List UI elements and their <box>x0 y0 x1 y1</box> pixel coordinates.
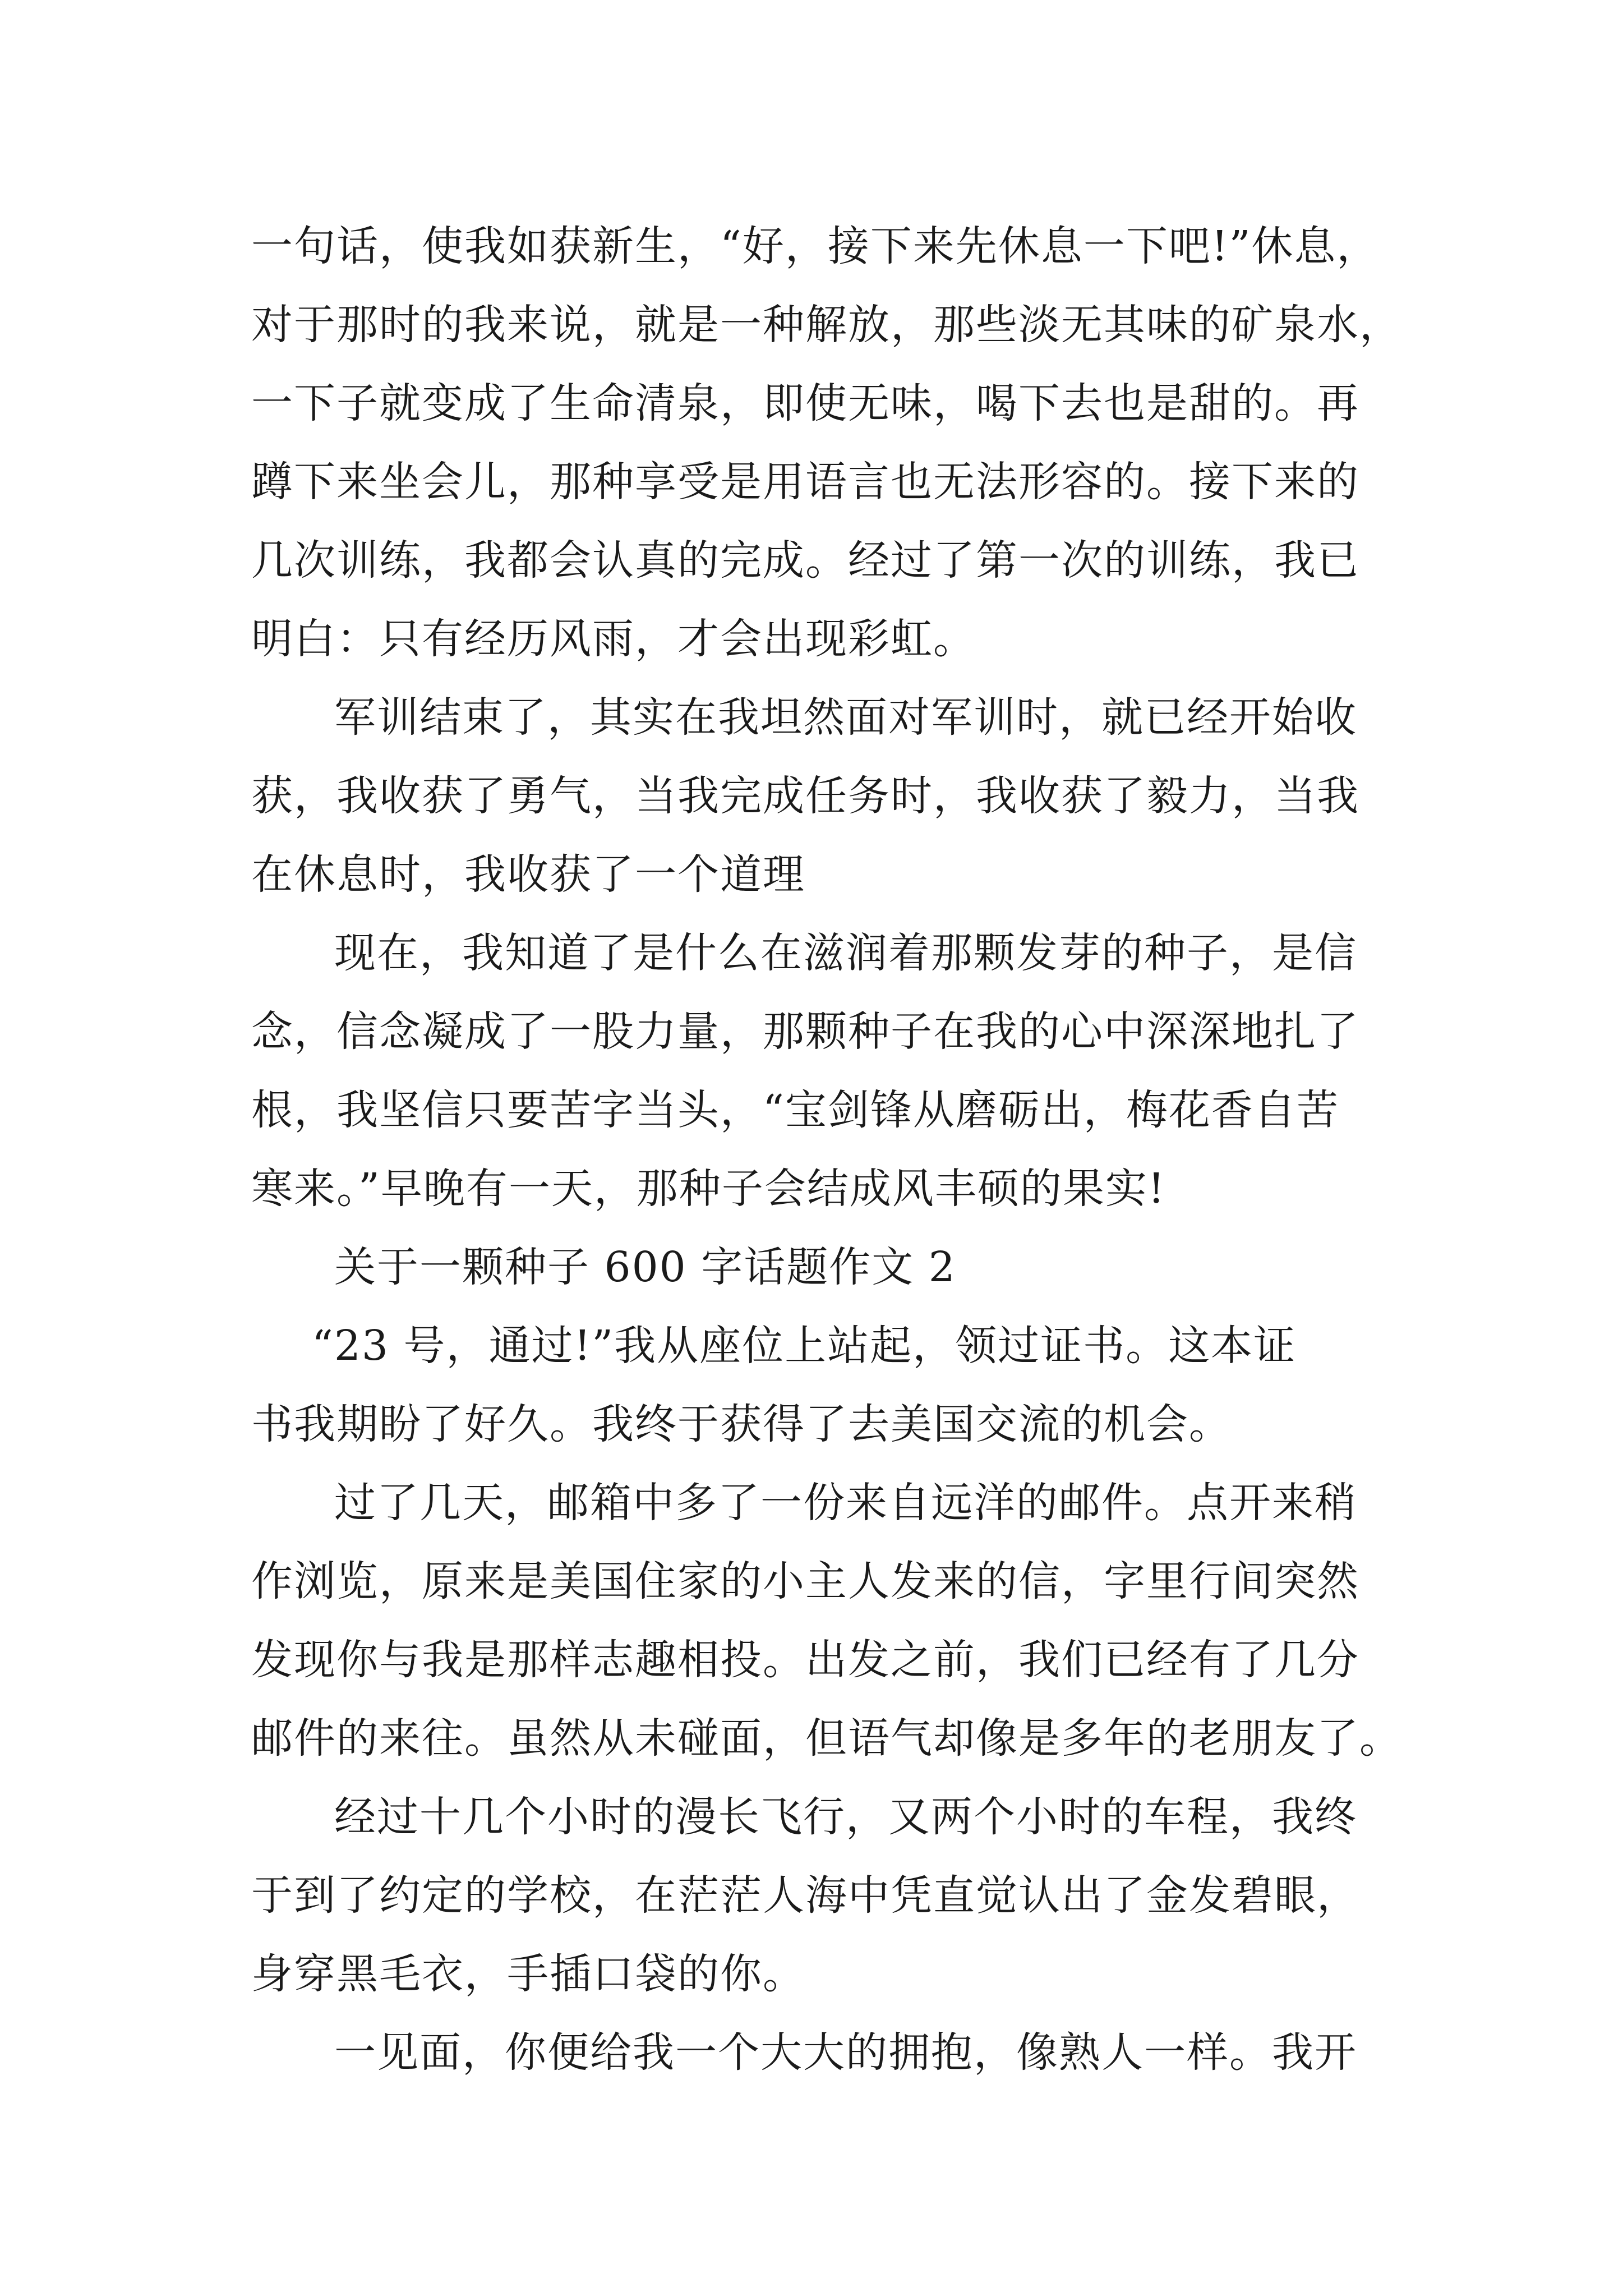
text-line: 过了几天，邮箱中多了一份来自远洋的邮件。点开来稍 <box>334 1479 1357 1527</box>
text-line: 寒来。”早晚有一天，那种子会结成风丰硕的果实! <box>251 1165 1166 1213</box>
text-line: 发现你与我是那样志趣相投。出发之前，我们已经有了几分 <box>251 1636 1359 1684</box>
text-line: 蹲下来坐会儿，那种享受是用语言也无法形容的。接下来的 <box>251 458 1359 506</box>
text-line: 现在，我知道了是什么在滋润着那颗发芽的种子，是信 <box>334 929 1357 977</box>
text-line: 根，我坚信只要苦字当头，“宝剑锋从磨砺出，梅花香自苦 <box>251 1086 1339 1134</box>
text-line: 明白：只有经历风雨，才会出现彩虹。 <box>251 615 976 663</box>
text-line: 邮件的来往。虽然从未碰面，但语气却像是多年的老朋友了。 <box>251 1714 1402 1763</box>
text-line: 在休息时，我收获了一个道理 <box>251 850 805 899</box>
text-line: 作浏览，原来是美国住家的小主人发来的信，字里行间突然 <box>251 1557 1359 1605</box>
section-heading: 关于一颗种子 600 字话题作文 2 <box>334 1243 956 1291</box>
text-line: 经过十几个小时的漫长飞行，又两个小时的车程，我终 <box>334 1793 1357 1841</box>
text-line: 一句话，使我如获新生，“好，接下来先休息一下吧!”休息， <box>251 222 1380 270</box>
text-line: 几次训练，我都会认真的完成。经过了第一次的训练，我已 <box>251 536 1359 585</box>
text-line: 一下子就变成了生命清泉，即使无味，喝下去也是甜的。再 <box>251 379 1359 427</box>
text-line: “23 号，通过!”我从座位上站起，领过证书。这本证 <box>312 1322 1297 1370</box>
text-line: 念，信念凝成了一股力量，那颗种子在我的心中深深地扎了 <box>251 1007 1359 1056</box>
text-line: 对于那时的我来说，就是一种解放，那些淡无其味的矿泉水， <box>251 301 1402 349</box>
text-line: 军训结束了，其实在我坦然面对军训时，就已经开始收 <box>334 693 1357 742</box>
text-line: 一见面，你便给我一个大大的拥抱，像熟人一样。我开 <box>334 2028 1357 2077</box>
text-line: 于到了约定的学校，在茫茫人海中凭直觉认出了金发碧眼， <box>251 1871 1359 1920</box>
text-line: 获，我收获了勇气，当我完成任务时，我收获了毅力，当我 <box>251 772 1359 820</box>
text-line: 身穿黑毛衣，手插口袋的你。 <box>251 1950 805 1998</box>
text-line: 书我期盼了好久。我终于获得了去美国交流的机会。 <box>251 1400 1232 1448</box>
